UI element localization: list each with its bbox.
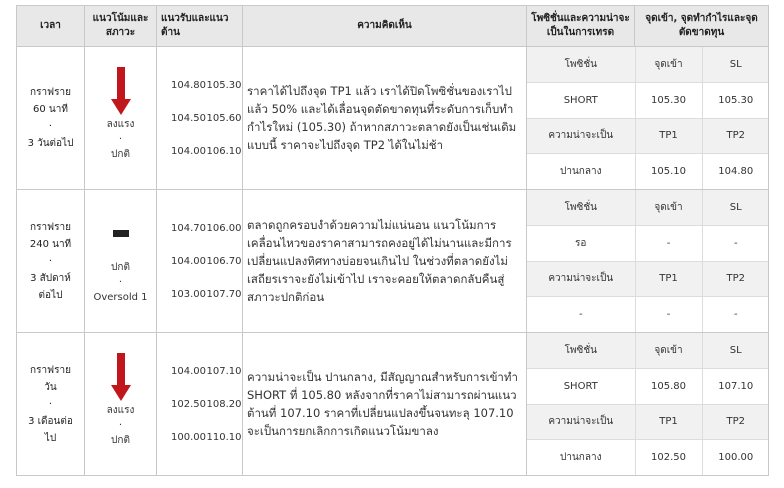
position-value: 105.80 [635, 369, 702, 405]
timeframe-text: กราฟราย [30, 221, 71, 233]
support-level: 104.00 [171, 365, 206, 377]
comment-cell: ตลาดถูกครอบงำด้วยความไม่แน่นอน แนวโน้มการเคลื่อนไหวของราคาสามารถคงอยู่ได้ไม่นานและมีการเปลี่ยนแปลงทิศทางบ่อยจนเกินไป ในช่วงที่ตลาดยังไม่เสถียรเราจะยังไม่เข้าไป เราจะคอยให้ตลาดกลับคืนสู่สภาวะปกติก่อน [243, 190, 527, 333]
position-value: SL [702, 333, 769, 369]
header-timeframe: เวลา [17, 6, 85, 47]
red-down-arrow-icon [85, 65, 156, 115]
position-row [527, 190, 769, 226]
timeframe-text: · [48, 121, 53, 132]
level-row [157, 245, 242, 278]
support-level: 104.00 [171, 255, 206, 267]
header-row [17, 6, 769, 47]
trend-status-text: ปกติ [111, 149, 130, 160]
position-value: - [635, 297, 702, 333]
trend-cell [85, 47, 157, 190]
position-value: 105.30 [702, 83, 769, 119]
position-row [527, 154, 769, 190]
level-row [157, 421, 242, 454]
position-row [527, 118, 769, 154]
position-value: - [702, 226, 769, 262]
red-down-arrow-icon [85, 351, 156, 401]
position-cell [527, 333, 769, 476]
position-value: SL [702, 190, 769, 226]
position-row [527, 261, 769, 297]
level-row [157, 212, 242, 245]
position-value: 105.10 [635, 154, 702, 190]
position-value: 102.50 [635, 440, 702, 476]
position-row [527, 297, 769, 333]
data-row [17, 47, 769, 190]
level-row [157, 388, 242, 421]
timeframe-cell [17, 333, 85, 476]
trend-status-text: · [118, 420, 123, 431]
level-row [157, 69, 242, 102]
position-value: SHORT [527, 83, 635, 119]
header-position: โพซิชั่นและความน่าจะเป็นในการเทรด [527, 6, 635, 47]
support-level: 104.70 [171, 222, 206, 234]
support-level: 100.00 [171, 431, 206, 443]
timeframe-text: · [48, 255, 53, 267]
position-value: SHORT [527, 369, 635, 405]
position-value: จุดเข้า [635, 333, 702, 369]
position-cell [527, 47, 769, 190]
position-value: TP1 [635, 261, 702, 297]
position-value: - [578, 309, 583, 320]
data-row [17, 333, 769, 476]
position-value: จุดเข้า [635, 47, 702, 83]
header-comment: ความคิดเห็น [243, 6, 527, 47]
header-trend: แนวโน้มและสภาวะ [85, 6, 157, 47]
timeframe-text: 3 วันต่อไป [27, 138, 74, 149]
position-value: 100.00 [702, 440, 769, 476]
comment-cell: ราคาได้ไปถึงจุด TP1 แล้ว เราได้ปิดโพซิชั่นของเราไปแล้ว 50% และได้เลื่อนจุดตัดขาดทุนที่ระดับการเก็บทำกำไรใหม่ (105.30) ถ้าหากสภาวะตลาดยังเป็นเช่นเดิมแบบนี้ ราคาจะไปถึงจุด TP2 ได้ในไม่ช้า [243, 47, 527, 190]
timeframe-text: · [48, 398, 53, 410]
trend-status-text: · [118, 277, 123, 288]
levels-cell [157, 333, 243, 476]
position-value: โพซิชั่น [527, 190, 635, 226]
level-row [157, 278, 242, 311]
support-level: 104.50 [171, 112, 206, 124]
level-row [157, 355, 242, 388]
resistance-level: 110.10 [206, 431, 242, 443]
timeframe-cell [17, 47, 85, 190]
position-value: TP1 [635, 118, 702, 154]
trend-cell [85, 190, 157, 333]
position-row [527, 369, 769, 405]
resistance-level: 106.70 [206, 255, 242, 267]
position-row [527, 226, 769, 262]
position-value: SL [702, 47, 769, 83]
resistance-level: 106.10 [206, 145, 242, 157]
trend-status [85, 117, 156, 162]
header-levels: แนวรับและแนวต้าน [157, 6, 243, 47]
position-table [527, 47, 769, 189]
resistance-level: 107.10 [206, 365, 242, 377]
timeframe-cell [17, 190, 85, 333]
timeframe-text: กราฟราย [30, 364, 71, 376]
position-value: - [702, 297, 769, 333]
position-row [527, 404, 769, 440]
support-level: 104.00 [171, 145, 206, 157]
trend-status-text: ลงแรง [106, 119, 135, 130]
position-table [527, 333, 769, 475]
data-row [17, 190, 769, 333]
trend-status-text: ปกติ [111, 435, 130, 446]
support-level: 104.80 [171, 79, 206, 91]
position-value: TP2 [702, 118, 769, 154]
levels-cell [157, 190, 243, 333]
position-value: 107.10 [702, 369, 769, 405]
position-value: ความน่าจะเป็น [527, 118, 635, 154]
trend-status-text: ปกติ [111, 262, 130, 273]
trend-status [85, 260, 156, 305]
position-value: ปานกลาง [560, 166, 602, 177]
timeframe-text: 3 สัปดาห์ [30, 272, 71, 284]
position-value: TP2 [702, 404, 769, 440]
trend-status-text: Oversold 1 [93, 292, 148, 303]
position-value: จุดเข้า [635, 190, 702, 226]
resistance-level: 106.00 [206, 222, 242, 234]
timeframe-text: ต่อไป [38, 289, 63, 301]
position-value: โพซิชั่น [527, 47, 635, 83]
header-entry: จุดเข้า, จุดทำกำไรและจุดตัดขาดทุน [635, 6, 769, 47]
position-value: - [635, 226, 702, 262]
position-value: ความน่าจะเป็น [527, 404, 635, 440]
position-value: 104.80 [702, 154, 769, 190]
timeframe-text: 240 นาที [29, 238, 72, 250]
position-row [527, 440, 769, 476]
flat-dash-icon [85, 208, 156, 258]
trend-status-text: ลงแรง [106, 405, 135, 416]
position-value: โพซิชั่น [527, 333, 635, 369]
timeframe-text: กราฟราย [30, 87, 71, 98]
position-value: ความน่าจะเป็น [527, 261, 635, 297]
trend-status [85, 403, 156, 448]
trend-status-text: · [118, 134, 123, 145]
timeframe-text: ไป [44, 432, 57, 444]
position-cell [527, 190, 769, 333]
timeframe-text: 60 นาที [33, 104, 68, 115]
level-row [157, 102, 242, 135]
position-value: ปานกลาง [560, 452, 602, 463]
position-value: TP2 [702, 261, 769, 297]
comment-cell: ความน่าจะเป็น ปานกลาง, มีสัญญาณสำหรับการเข้าทำ SHORT ที่ 105.80 หลังจากที่ราคาไม่สามารถผ่านแนวต้านที่ 107.10 ราคาที่เปลี่ยนแปลงขึ้นจนทะลุ 107.10 จะเป็นการยกเลิกการเกิดแนวโน้มขาลง [243, 333, 527, 476]
position-value: 105.30 [635, 83, 702, 119]
trend-cell [85, 333, 157, 476]
position-value: TP1 [635, 404, 702, 440]
analysis-table [16, 5, 769, 476]
resistance-level: 108.20 [206, 398, 242, 410]
levels-cell [157, 47, 243, 190]
support-level: 102.50 [171, 398, 206, 410]
timeframe-text: 3 เดือนต่อ [28, 415, 73, 427]
position-row [527, 83, 769, 119]
position-value: รอ [527, 226, 635, 262]
resistance-level: 105.60 [206, 112, 242, 124]
position-table [527, 190, 769, 332]
resistance-level: 105.30 [206, 79, 242, 91]
resistance-level: 107.70 [206, 288, 242, 300]
level-row [157, 135, 242, 168]
position-row [527, 333, 769, 369]
position-row [527, 47, 769, 83]
support-level: 103.00 [171, 288, 206, 300]
timeframe-text: วัน [44, 381, 57, 393]
